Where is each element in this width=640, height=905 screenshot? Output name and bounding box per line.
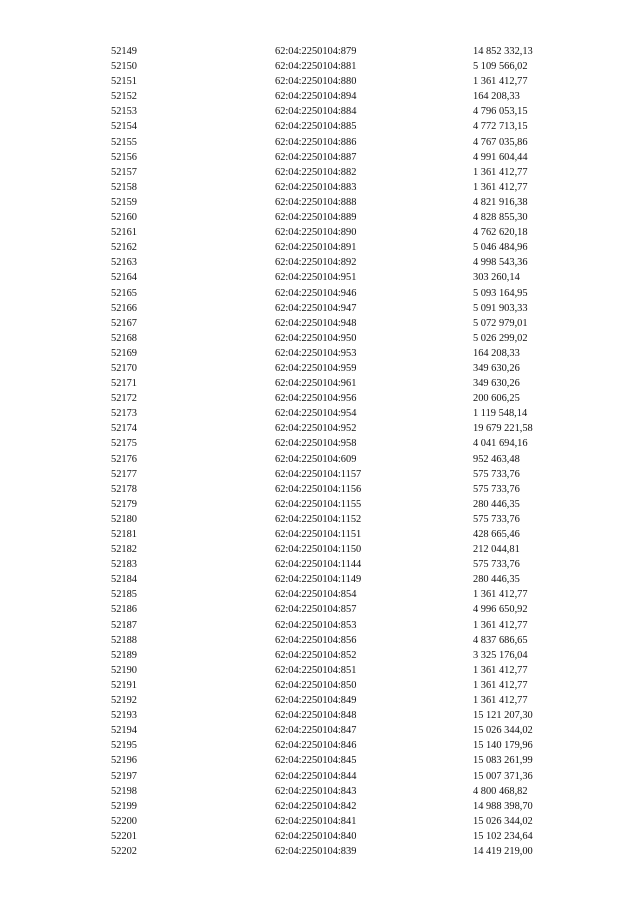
cadastral-value: 1 119 548,14: [473, 408, 528, 420]
row-number: 52168: [111, 332, 137, 344]
row-number: 52188: [111, 634, 137, 646]
table-row: [0, 693, 640, 708]
cadastral-number: 62:04:2250104:946: [275, 287, 357, 299]
cadastral-number: 62:04:2250104:1144: [275, 559, 362, 571]
cadastral-value: 15 007 371,36: [473, 770, 533, 782]
cadastral-value: 1 361 412,77: [473, 619, 528, 631]
cadastral-number: 62:04:2250104:885: [275, 121, 357, 133]
table-row: [0, 678, 640, 693]
row-number: 52152: [111, 91, 137, 103]
cadastral-value: 1 361 412,77: [473, 181, 528, 193]
cadastral-number: 62:04:2250104:843: [275, 785, 357, 797]
cadastral-value: 428 665,46: [473, 529, 520, 540]
cadastral-value: 280 446,35: [473, 574, 520, 586]
cadastral-value: 14 419 219,00: [473, 845, 533, 857]
cadastral-value: 5 109 566,02: [473, 61, 528, 73]
cadastral-value: 4 996 650,92: [473, 604, 528, 616]
cadastral-value: 1 361 412,77: [473, 664, 528, 676]
cadastral-value: 349 630,26: [473, 378, 520, 390]
row-number: 52193: [111, 710, 137, 722]
cadastral-value: 952 463,48: [473, 453, 520, 465]
row-number: 52171: [111, 378, 137, 390]
table-row: [0, 618, 640, 633]
cadastral-number: 62:04:2250104:881: [275, 61, 357, 73]
cadastral-value: 15 121 207,30: [473, 710, 533, 722]
cadastral-number: 62:04:2250104:846: [275, 740, 357, 752]
cadastral-number: 62:04:2250104:848: [275, 710, 357, 722]
cadastral-value: 1 361 412,77: [473, 166, 528, 178]
cadastral-value: 15 026 344,02: [473, 815, 533, 827]
cadastral-value: 5 026 299,02: [473, 332, 528, 344]
cadastral-value: 4 800 468,82: [473, 785, 528, 797]
table-row: [0, 225, 640, 240]
table-row: [0, 799, 640, 814]
cadastral-number: 62:04:2250104:840: [275, 830, 357, 842]
table-row: [0, 135, 640, 150]
cadastral-value: 212 044,81: [473, 544, 520, 556]
row-number: 52169: [111, 347, 137, 359]
table-row: [0, 663, 640, 678]
row-number: 52176: [111, 453, 137, 465]
table-row: [0, 497, 640, 512]
table-row: [0, 331, 640, 346]
table-row: [0, 436, 640, 451]
row-number: 52201: [111, 830, 137, 842]
cadastral-value: 1 361 412,77: [473, 589, 528, 601]
row-number: 52178: [111, 483, 137, 495]
cadastral-value: 1 361 412,77: [473, 695, 528, 707]
table-row: [0, 587, 640, 602]
cadastral-number: 62:04:2250104:948: [275, 317, 357, 329]
table-row: [0, 708, 640, 723]
table-row: [0, 270, 640, 285]
row-number: 52149: [111, 46, 137, 57]
table-row: [0, 74, 640, 89]
row-number: 52155: [111, 136, 137, 148]
table-row: [0, 255, 640, 270]
row-number: 52192: [111, 695, 137, 707]
row-number: 52173: [111, 408, 137, 420]
cadastral-number: 62:04:2250104:890: [275, 227, 357, 239]
cadastral-value: 1 361 412,77: [473, 76, 528, 88]
cadastral-value: 4 041 694,16: [473, 438, 528, 450]
table-row: [0, 346, 640, 361]
cadastral-number: 62:04:2250104:879: [275, 46, 357, 57]
table-row: [0, 633, 640, 648]
cadastral-number: 62:04:2250104:854: [275, 589, 357, 601]
table-row: [0, 376, 640, 391]
cadastral-value: 5 072 979,01: [473, 317, 528, 329]
table-row: [0, 361, 640, 376]
cadastral-number: 62:04:2250104:951: [275, 272, 357, 284]
cadastral-number: 62:04:2250104:884: [275, 106, 357, 118]
cadastral-value: 349 630,26: [473, 362, 520, 374]
table-row: [0, 482, 640, 497]
row-number: 52191: [111, 679, 137, 691]
row-number: 52154: [111, 121, 137, 133]
table-row: [0, 527, 640, 542]
row-number: 52167: [111, 317, 137, 329]
cadastral-value: 14 852 332,13: [473, 46, 533, 57]
table-row: [0, 165, 640, 180]
cadastral-value: 4 998 543,36: [473, 257, 528, 269]
row-number: 52170: [111, 362, 137, 374]
cadastral-value: 4 991 604,44: [473, 151, 528, 163]
row-number: 52196: [111, 755, 137, 767]
table-row: [0, 286, 640, 301]
cadastral-number: 62:04:2250104:894: [275, 91, 357, 103]
table-row: [0, 150, 640, 165]
table-row: [0, 316, 640, 331]
table-row: [0, 648, 640, 663]
table-row: [0, 542, 640, 557]
cadastral-value: 19 679 221,58: [473, 423, 533, 435]
table-row: [0, 59, 640, 74]
cadastral-value-table: [0, 44, 640, 859]
table-row: [0, 89, 640, 104]
row-number: 52197: [111, 770, 137, 782]
row-number: 52175: [111, 438, 137, 450]
row-number: 52182: [111, 544, 137, 556]
cadastral-number: 62:04:2250104:953: [275, 347, 357, 359]
cadastral-number: 62:04:2250104:842: [275, 800, 357, 812]
cadastral-number: 62:04:2250104:839: [275, 845, 357, 857]
row-number: 52166: [111, 302, 137, 314]
table-row: [0, 557, 640, 572]
row-number: 52183: [111, 559, 137, 571]
cadastral-number: 62:04:2250104:1152: [275, 513, 362, 525]
cadastral-value: 303 260,14: [473, 272, 520, 284]
cadastral-number: 62:04:2250104:1156: [275, 483, 362, 495]
row-number: 52194: [111, 725, 137, 737]
row-number: 52163: [111, 257, 137, 269]
cadastral-number: 62:04:2250104:889: [275, 212, 357, 224]
cadastral-number: 62:04:2250104:1155: [275, 498, 362, 510]
table-row: [0, 512, 640, 527]
cadastral-value: 15 140 179,96: [473, 740, 533, 752]
cadastral-value: 575 733,76: [473, 468, 520, 480]
table-row: [0, 240, 640, 255]
table-row: [0, 753, 640, 768]
row-number: 52181: [111, 529, 137, 540]
cadastral-number: 62:04:2250104:887: [275, 151, 357, 163]
row-number: 52184: [111, 574, 137, 586]
cadastral-value: 15 026 344,02: [473, 725, 533, 737]
cadastral-number: 62:04:2250104:888: [275, 196, 357, 208]
cadastral-number: 62:04:2250104:883: [275, 181, 357, 193]
table-row: [0, 814, 640, 829]
row-number: 52199: [111, 800, 137, 812]
cadastral-value: 575 733,76: [473, 559, 520, 571]
row-number: 52161: [111, 227, 137, 239]
cadastral-number: 62:04:2250104:851: [275, 664, 357, 676]
cadastral-number: 62:04:2250104:892: [275, 257, 357, 269]
table-row: [0, 104, 640, 119]
table-row: [0, 467, 640, 482]
cadastral-number: 62:04:2250104:844: [275, 770, 357, 782]
cadastral-value: 200 606,25: [473, 393, 520, 405]
table-row: [0, 723, 640, 738]
cadastral-value: 4 767 035,86: [473, 136, 528, 148]
cadastral-number: 62:04:2250104:952: [275, 423, 357, 435]
row-number: 52186: [111, 604, 137, 616]
row-number: 52172: [111, 393, 137, 405]
row-number: 52195: [111, 740, 137, 752]
cadastral-value: 14 988 398,70: [473, 800, 533, 812]
row-number: 52159: [111, 196, 137, 208]
cadastral-value: 3 325 176,04: [473, 649, 528, 661]
cadastral-value: 164 208,33: [473, 347, 520, 359]
row-number: 52177: [111, 468, 137, 480]
table-row: [0, 738, 640, 753]
cadastral-number: 62:04:2250104:1150: [275, 544, 362, 556]
table-row: [0, 180, 640, 195]
cadastral-value: 4 762 620,18: [473, 227, 528, 239]
cadastral-value: 15 083 261,99: [473, 755, 533, 767]
cadastral-value: 575 733,76: [473, 483, 520, 495]
table-row: [0, 391, 640, 406]
row-number: 52157: [111, 166, 137, 178]
cadastral-number: 62:04:2250104:856: [275, 634, 357, 646]
cadastral-value: 280 446,35: [473, 498, 520, 510]
table-row: [0, 119, 640, 134]
row-number: 52151: [111, 76, 137, 88]
cadastral-number: 62:04:2250104:852: [275, 649, 357, 661]
cadastral-value: 15 102 234,64: [473, 830, 533, 842]
table-row: [0, 406, 640, 421]
cadastral-number: 62:04:2250104:849: [275, 695, 357, 707]
cadastral-value: 4 772 713,15: [473, 121, 528, 133]
table-row: [0, 301, 640, 316]
table-row: [0, 452, 640, 467]
cadastral-number: 62:04:2250104:1151: [275, 529, 362, 540]
table-row: [0, 829, 640, 844]
cadastral-number: 62:04:2250104:891: [275, 242, 357, 254]
cadastral-number: 62:04:2250104:947: [275, 302, 357, 314]
cadastral-number: 62:04:2250104:853: [275, 619, 357, 631]
cadastral-value: 4 837 686,65: [473, 634, 528, 646]
table-row: [0, 572, 640, 587]
row-number: 52189: [111, 649, 137, 661]
row-number: 52156: [111, 151, 137, 163]
cadastral-number: 62:04:2250104:1157: [275, 468, 362, 480]
table-row: [0, 844, 640, 859]
row-number: 52185: [111, 589, 137, 601]
cadastral-number: 62:04:2250104:841: [275, 815, 357, 827]
row-number: 52164: [111, 272, 137, 284]
table-row: [0, 44, 640, 59]
row-number: 52202: [111, 845, 137, 857]
row-number: 52174: [111, 423, 137, 435]
table-row: [0, 421, 640, 436]
row-number: 52160: [111, 212, 137, 224]
row-number: 52153: [111, 106, 137, 118]
cadastral-number: 62:04:2250104:886: [275, 136, 357, 148]
row-number: 52198: [111, 785, 137, 797]
cadastral-value: 5 046 484,96: [473, 242, 528, 254]
row-number: 52165: [111, 287, 137, 299]
row-number: 52187: [111, 619, 137, 631]
cadastral-number: 62:04:2250104:956: [275, 393, 357, 405]
table-row: [0, 602, 640, 617]
cadastral-number: 62:04:2250104:958: [275, 438, 357, 450]
row-number: 52180: [111, 513, 137, 525]
cadastral-number: 62:04:2250104:845: [275, 755, 357, 767]
cadastral-value: 4 828 855,30: [473, 212, 528, 224]
cadastral-number: 62:04:2250104:850: [275, 679, 357, 691]
row-number: 52158: [111, 181, 137, 193]
cadastral-value: 164 208,33: [473, 91, 520, 103]
cadastral-number: 62:04:2250104:954: [275, 408, 357, 420]
cadastral-value: 575 733,76: [473, 513, 520, 525]
cadastral-number: 62:04:2250104:609: [275, 453, 357, 465]
row-number: 52179: [111, 498, 137, 510]
cadastral-number: 62:04:2250104:1149: [275, 574, 362, 586]
table-row: [0, 195, 640, 210]
cadastral-value: 4 821 916,38: [473, 196, 528, 208]
cadastral-number: 62:04:2250104:880: [275, 76, 357, 88]
row-number: 52190: [111, 664, 137, 676]
cadastral-number: 62:04:2250104:959: [275, 362, 357, 374]
cadastral-number: 62:04:2250104:950: [275, 332, 357, 344]
cadastral-value: 4 796 053,15: [473, 106, 528, 118]
cadastral-number: 62:04:2250104:857: [275, 604, 357, 616]
cadastral-number: 62:04:2250104:847: [275, 725, 357, 737]
cadastral-value: 1 361 412,77: [473, 679, 528, 691]
row-number: 52200: [111, 815, 137, 827]
row-number: 52150: [111, 61, 137, 73]
cadastral-value: 5 091 903,33: [473, 302, 528, 314]
table-row: [0, 210, 640, 225]
table-row: [0, 769, 640, 784]
table-row: [0, 784, 640, 799]
cadastral-value: 5 093 164,95: [473, 287, 528, 299]
cadastral-number: 62:04:2250104:961: [275, 378, 357, 390]
cadastral-number: 62:04:2250104:882: [275, 166, 357, 178]
row-number: 52162: [111, 242, 137, 254]
